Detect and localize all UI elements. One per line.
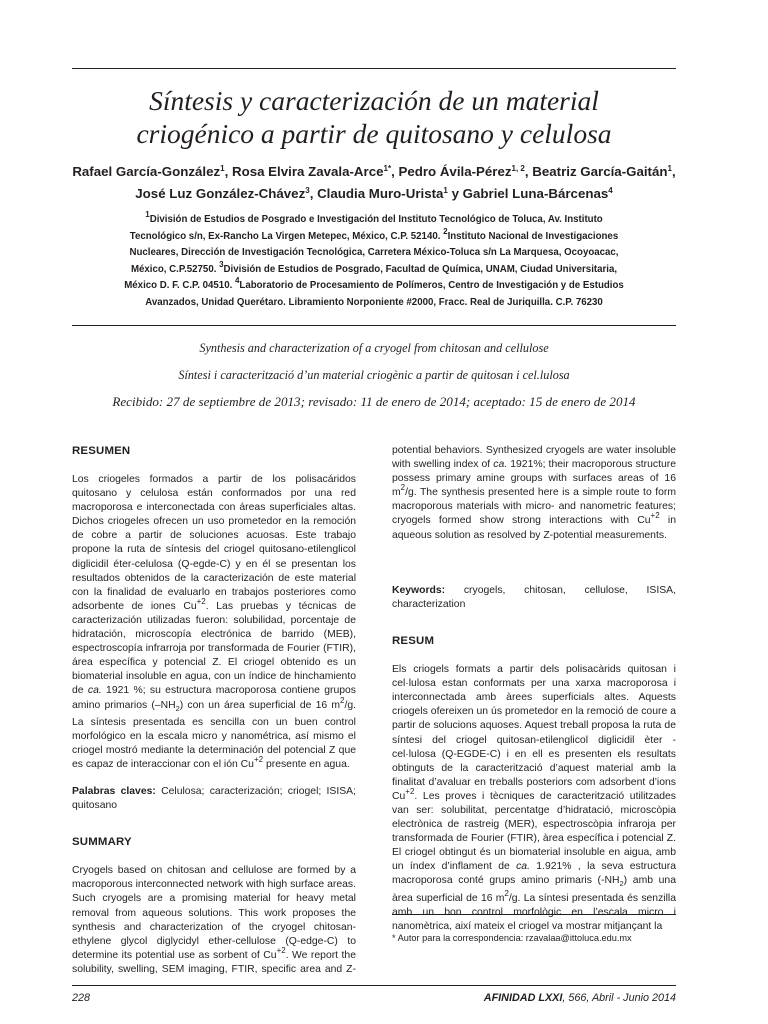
summary-body [72, 864, 356, 977]
summary-superscript: +2 [276, 945, 286, 955]
affiliation-text: División de Estudios de Posgrado, Facultad de Química, UNAM, Ciudad Universitaria, México D. F. C.P. 04510. [124, 263, 618, 292]
author-affiliation-mark: 4 [608, 186, 613, 195]
author-name: Claudia Muro-Urista [317, 186, 444, 201]
author-affiliation-mark: 1 [667, 164, 672, 173]
author-name: José Luz González-Chávez [135, 186, 306, 201]
affiliation-mark: 2 [443, 226, 448, 236]
summary-text-italic: ca. [493, 459, 508, 471]
resumen-text-italic: ca. [87, 685, 102, 697]
affiliation-text: División de Estudios de Posgrado e Investigación del Instituto Tecnológico de Toluca, Av. Instituto Tecnológico s/n, Ex-Rancho La Virgen Metepec, México, C.P. 52140. [129, 214, 603, 242]
affiliations [118, 212, 630, 312]
author-affiliation-mark: 1 [443, 186, 448, 195]
right-column [392, 444, 676, 934]
affiliation-mark: 1 [145, 210, 150, 219]
affiliation-mark: 4 [234, 276, 240, 286]
resum-heading: RESUM [392, 635, 435, 648]
resumen-heading: RESUMEN [72, 445, 131, 457]
resumen-text: presente en agua. [263, 758, 350, 770]
footnote-rule [392, 914, 676, 915]
summary-text: 1921%; their macroporous structure possess primary amine groups with surfaces areas of 16 m [392, 459, 676, 499]
left-column [72, 444, 356, 977]
summary-keywords [392, 584, 676, 612]
resumen-text: 1921 %; su estructura macroporosa contiene grupos amino primarios (–NH [72, 685, 356, 711]
footer-rule [72, 985, 676, 986]
summary-body-flow [392, 444, 676, 543]
keywords-label: Palabras claves: [72, 786, 162, 798]
keywords-text: cryogels, chitosan, cellulose, ISISA, characterization [392, 584, 676, 610]
resumen-text: Los criogeles formados a partir de los polisacáridos quitosano y celulosa están conformados por una red macroporosa e interconectada con áreas superficiales altas. Dichos criogeles ofrecen un uso prometedor en la remoción de cobre a partir de soluciones acuosas. Este trabajo propone la ruta de síntesis del criogel quitosano-etilenglicol diglicidil éter-celulosa (Q-egde-C) y en él se presentan los resultados obtenidos de la caracterización de este material con la finalidad de evaluarlo en trabajos posteriores como adsorbente de iones Cu [72, 474, 356, 612]
resumen-text: /g. La síntesis presentada es sencilla con un buen control morfológico en la escala micro y nanométrica, así mismo el criogel mostró mediante la determinación del potencial Z que es capaz de interaccionar con el ión Cu [72, 699, 357, 770]
resumen-subscript: 2 [175, 703, 180, 713]
resumen-superscript: +2 [253, 754, 264, 764]
catalan-title: Síntesi i caracterització d’un material criogènic a partir de quitosan i cel.lulosa [178, 368, 570, 382]
keywords-text: Celulosa; caracterización; criogel; ISISA; quitosano [72, 786, 356, 812]
journal-reference [484, 992, 676, 1004]
author-affiliation-mark: 1* [383, 164, 392, 173]
resumen-text: ) con un área superficial de 16 m [179, 699, 340, 711]
affiliation-text: Instituto Nacional de Investigaciones Nucleares, Dirección de Investigación Tecnológica, Carretera México-Toluca s/n La Marquesa, Ocoyoacac, México, C.P.52750. [129, 230, 619, 275]
summary-text: potential behaviors. Synthesized cryogels are water insoluble with swelling index of [392, 444, 676, 471]
resum-text: ) amb una àrea superficial de 16 m [392, 875, 676, 904]
english-title: Synthesis and characterization of a cryogel from chitosan and cellulose [199, 341, 549, 355]
resum-body [392, 663, 676, 934]
author-name: Pedro Ávila-Pérez [398, 164, 512, 179]
resum-subscript: 2 [619, 879, 624, 889]
author-name: Rafael García-González [72, 164, 221, 179]
resumen-body [72, 473, 356, 772]
summary-superscript: 2 [400, 483, 406, 493]
resumen-superscript: 2 [340, 695, 345, 705]
summary-text: in aqueous solution as resolved by Z-potential measurements. [392, 515, 676, 541]
author-name: Gabriel Luna-Bárcenas [462, 186, 609, 201]
author-name: Rosa Elvira Zavala-Arce [231, 164, 384, 179]
resumen-keywords [72, 785, 356, 813]
author-affiliation-mark: 1, 2 [511, 164, 525, 173]
summary-text: . We report the solubility, swelling, SEM imaging, FTIR, specific area and Z- [72, 949, 356, 975]
author-affiliation-mark: 3 [305, 186, 310, 195]
summary-continuation [392, 444, 676, 571]
author-list: Rafael García-González$^1$, Rosa Elvira Zavala-Arce$^{1*}$, Pedro Ávila-Pérez$^{1, 2}$, Beatriz García-Gaitán$^1$, José Luz González-Chávez$^3$, Claudia Muro-Urista$^1$ y Gabriel Luna-Bárcenas$^4$ [72, 164, 676, 201]
summary-superscript: +2 [650, 511, 660, 521]
top-rule [72, 68, 676, 69]
keywords-label: Keywords: [392, 584, 464, 596]
title-line-1: Síntesis y caracterización de un material [149, 85, 599, 116]
journal-name: AFINIDAD LXXI [483, 992, 563, 1004]
summary-heading: SUMMARY [72, 836, 132, 849]
resumen-superscript: +2 [196, 596, 206, 606]
resum-superscript: 2 [504, 888, 509, 898]
resum-text: . Les proves i tècniques de caracterització utilitzades van ser: solubilitat, percentatge d’hidratació, microscòpia electrònica de rastreig (MER), espectroscòpia infraroja per transformada de Fourier (FTIR), àrea específica i potencial Z. El criogel obtingut és un biomaterial insoluble en aigua, amb un índex d’inflament de [392, 790, 676, 873]
resum-superscript: +2 [405, 786, 415, 796]
page-number: 228 [72, 992, 91, 1004]
journal-issue: , 566, Abril - Junio 2014 [562, 992, 676, 1004]
author-name: Beatriz García-Gaitán [532, 164, 668, 179]
header-divider [72, 325, 676, 326]
resum-text: 1.921% , la seva estructura macroporosa conté grups amino primaris (-NH [392, 861, 676, 887]
affiliation-mark: 3 [219, 259, 224, 269]
resumen-text: . Las pruebas y técnicas de caracterización utilizadas fueron: solubilidad, porcentaje de hidratación, microscopía electrónica de barrido (MEB), espectroscopía infrarroja por transformada de Fourier (FTIR), área específica y potencial Z. El criogel obtenido es un biomaterial insoluble en agua, con un índice de hinchamiento de [72, 600, 356, 697]
article-title [72, 84, 676, 150]
resum-text-italic: ca. [516, 861, 530, 873]
footnote: * Autor para la correspondencia: rzavalaa@ittoluca.edu.mx [392, 933, 632, 943]
summary-text: Cryogels based on chitosan and cellulose are formed by a macroporous interconnected network with high surface areas. Such cryogels are a promising material for heavy metal removal from aqueous solutions. This work proposes the synthesis and characterization of the cryogel chitosan-ethylene glycol diglycidyl ether-cellulose (Q-edge-C) to determine its potential use as sorbent of Cu [72, 865, 356, 961]
title-line-2: criogénico a partir de quitosano y celulosa [136, 118, 612, 149]
summary-left-clip [72, 864, 356, 977]
resum-text: Els criogels formats a partir dels polisacàrids quitosan i cel·lulosa estan conformats per una xarxa macroporosa i interconnectada amb àrees superficials altes. Aquests criogels ofereixen un ús prometedor en la remoció de coure a partir de solucions aquoses. Aquest treball proposa la ruta de síntesi del criogel quitosan-etilenglicol diglicidil èter - cel·lulosa (Q-EGDE-C) i en ell es presenten els resultats obtinguts de la caracterització d’aquest material amb la finalitat d’avaluar en treballs posteriors com adsorbent d’ions Cu [392, 664, 676, 802]
author-affiliation-mark: 1 [220, 164, 225, 173]
resum-text: /g. La síntesi presentada és senzilla amb un bon control morfològic en l’escala micro i nanomètrica, així mateix el criogel va mostrar mitjançant la [392, 892, 676, 932]
submission-dates: Recibido: 27 de septiembre de 2013; revisado: 11 de enero de 2014; aceptado: 15 de enero de 2014 [112, 394, 636, 409]
affiliation-text: Laboratorio de Procesamiento de Polímeros, Centro de Investigación y de Estudios Avanzados, Unidad Querétaro. Libramiento Norponiente #2000, Fracc. Real de Juriquilla. C.P. 76230 [145, 280, 624, 308]
summary-text: /g. The synthesis presented here is a simple route to form macroporous materials with micro- and nanometric features; cryogels formed show strong interactions with Cu [392, 487, 676, 527]
